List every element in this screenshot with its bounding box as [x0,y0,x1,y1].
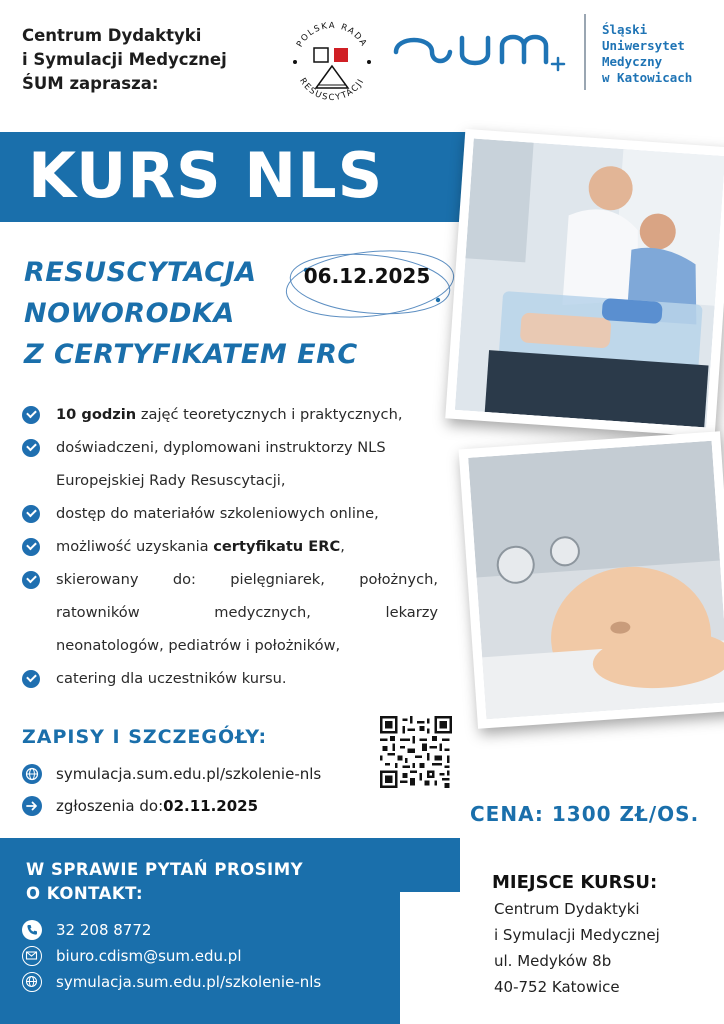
feature-word: skierowany [56,571,139,588]
qr-code[interactable] [380,716,452,788]
globe-icon [22,972,42,992]
subtitle-line: Z CERTYFIKATEM ERC [24,339,358,370]
registration-deadline-row [22,796,258,816]
feature-text: neonatologów, pediatrów i położników, [56,637,341,654]
phone-icon [22,920,42,940]
photo-instructors-incubator [445,129,724,437]
feature-word: ratowników [56,604,140,621]
course-price: CENA: 1300 ZŁ/OS. [470,802,700,826]
venue-line: Centrum Dydaktyki [494,900,640,918]
feature-item [22,563,438,662]
contact-band-tab [400,838,460,892]
registration-url-row [22,764,321,784]
registration-link[interactable]: symulacja.sum.edu.pl/szkolenie-nls [56,765,322,783]
feature-text: Europejskiej Rady Resuscytacji, [56,472,286,489]
univ-line: Śląski [602,22,648,37]
globe-icon [22,764,42,784]
univ-line: w Katowicach [602,70,693,85]
deadline-label: zgłoszenia do: [56,797,164,815]
venue-line: 40-752 Katowice [494,978,620,996]
contact-title-line: O KONTAKT: [26,884,144,903]
feature-text: zajęć teoretycznych i praktycznych, [136,406,403,423]
course-date: 06.12.2025 [303,264,431,288]
feature-bold: 10 godzin [56,406,137,423]
feature-word: położnych, [359,571,438,588]
contact-email[interactable]: biuro.cdism@sum.edu.pl [56,947,242,965]
mannequin-photo-image [468,441,724,719]
check-icon [22,406,40,424]
venue-line: ul. Medyków 8b [494,952,612,970]
feature-word: lekarzy [385,604,438,621]
organizer-intro [22,24,272,96]
feature-item [22,662,438,695]
header-divider [584,14,586,90]
feature-word: do: [172,571,196,588]
contact-title-line: W SPRAWIE PYTAŃ PROSIMY [26,860,304,879]
feature-item [22,497,438,530]
feature-item [22,530,438,563]
intro-line: Centrum Dydaktyki [22,26,202,45]
prr-bottom-text: RESUSCYTACJI [297,76,367,104]
contact-url-row [22,972,321,992]
email-icon [22,946,42,966]
venue-title: MIEJSCE KURSU: [492,872,658,893]
feature-list [22,398,438,695]
polska-rada-resuscytacji-logo [284,14,380,110]
intro-line: i Symulacji Medycznej [22,50,227,69]
contact-phone[interactable]: 32 208 8772 [56,921,152,939]
sum-logo [392,22,572,78]
intro-line: ŚUM zaprasza: [22,74,159,93]
contact-title [26,858,303,906]
university-name [602,22,692,86]
deadline-date: 02.11.2025 [163,797,259,815]
check-icon [22,571,40,589]
feature-justified-line [56,563,438,596]
feature-text: catering dla uczestników kursu. [56,670,287,687]
arrow-right-icon [22,796,42,816]
feature-text: , [340,538,345,555]
contact-phone-row [22,920,151,940]
check-icon [22,538,40,556]
subtitle-line: RESUSCYTACJA [24,257,257,288]
course-title: KURS NLS [28,139,384,212]
venue-address [494,896,660,1000]
feature-word: medycznych, [214,604,311,621]
venue-line: i Symulacji Medycznej [494,926,660,944]
registration-title: ZAPISY I SZCZEGÓŁY: [22,726,268,748]
instructors-photo-image [455,139,724,428]
prr-top-text: POLSKA RADA [294,20,370,50]
feature-word: pielęgniarek, [230,571,325,588]
contact-email-row [22,946,242,966]
feature-text: dostęp do materiałów szkoleniowych online, [56,505,379,522]
feature-text: doświadczeni, dyplomowani instruktorzy NLS [56,439,386,456]
univ-line: Medyczny [602,54,663,69]
check-icon [22,670,40,688]
feature-item [22,431,438,497]
check-icon [22,505,40,523]
photo-baby-mannequin [459,431,724,729]
feature-justified-line [56,596,438,629]
contact-link[interactable]: symulacja.sum.edu.pl/szkolenie-nls [56,973,322,991]
feature-bold: certyfikatu ERC [213,538,341,555]
feature-text: możliwość uzyskania [56,538,214,555]
univ-line: Uniwersytet [602,38,685,53]
check-icon [22,439,40,457]
feature-item [22,398,438,431]
subtitle-line: NOWORODKA [24,298,235,329]
